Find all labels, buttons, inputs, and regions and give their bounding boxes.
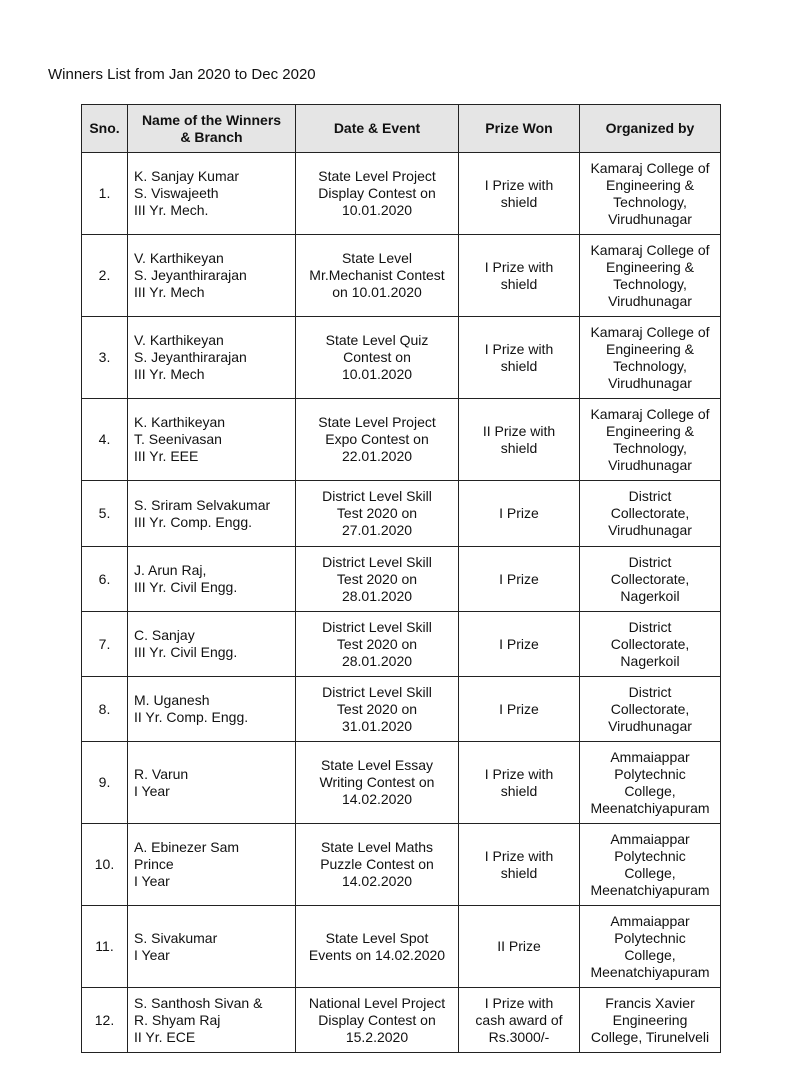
cell-winner-names-line: III Yr. Mech xyxy=(134,366,205,382)
cell-winner-names-line: III Yr. Mech. xyxy=(134,202,209,218)
cell-organizer-line: College, xyxy=(624,946,676,963)
cell-date-event-line: State Level xyxy=(341,250,413,266)
cell-winner-names-line: III Yr. Comp. Engg. xyxy=(134,513,253,530)
cell-sno: 7. xyxy=(82,612,128,677)
cell-organizer xyxy=(580,547,721,612)
cell-winner-names xyxy=(128,906,296,988)
cell-organizer xyxy=(580,906,721,988)
table-row xyxy=(82,547,721,612)
cell-organizer-line: Technology, xyxy=(613,275,687,292)
cell-date-event-line: District Level Skill xyxy=(322,488,432,504)
cell-date-event xyxy=(296,235,459,317)
cell-organizer-line: Kamaraj College of xyxy=(590,241,710,258)
cell-date-event-line: 10.01.2020 xyxy=(341,202,413,218)
cell-prize-line: I Prize xyxy=(499,635,539,652)
cell-sno: 1. xyxy=(82,153,128,235)
cell-sno: 8. xyxy=(82,677,128,742)
cell-prize xyxy=(459,481,580,547)
cell-organizer-line: Polytechnic xyxy=(614,929,686,946)
cell-winner-names xyxy=(128,153,296,235)
cell-date-event-line: District Level Skill xyxy=(322,553,432,570)
cell-prize xyxy=(459,742,580,824)
cell-prize xyxy=(459,317,580,399)
cell-sno: 5. xyxy=(82,481,128,547)
cell-date-event-line: Test 2020 on xyxy=(336,700,418,717)
cell-date-event xyxy=(296,677,459,742)
cell-sno: 11. xyxy=(82,906,128,988)
cell-sno: 12. xyxy=(82,988,128,1053)
cell-prize-line: I Prize with xyxy=(484,765,554,782)
cell-date-event-line: District Level Skill xyxy=(322,683,432,700)
table-row xyxy=(82,824,721,906)
cell-prize-line: shield xyxy=(500,782,538,799)
cell-winner-names-line: C. Sanjay xyxy=(134,627,195,643)
cell-organizer-line: Technology, xyxy=(613,357,687,374)
cell-sno: 6. xyxy=(82,547,128,612)
cell-organizer-line: Meenatchiyapuram xyxy=(590,799,710,816)
cell-winner-names xyxy=(128,317,296,399)
cell-organizer-line: Virudhunagar xyxy=(608,717,692,734)
cell-organizer-line: Nagerkoil xyxy=(620,652,680,669)
cell-winner-names xyxy=(128,677,296,742)
cell-prize xyxy=(459,153,580,235)
cell-date-event xyxy=(296,742,459,824)
cell-winner-names-line: S. Sivakumar xyxy=(134,929,218,946)
table-row xyxy=(82,153,721,235)
cell-date-event-line: Expo Contest on xyxy=(325,431,429,447)
cell-winner-names xyxy=(128,988,296,1053)
cell-prize xyxy=(459,399,580,481)
cell-sno: 2. xyxy=(82,235,128,317)
cell-date-event xyxy=(296,481,459,547)
cell-date-event xyxy=(296,153,459,235)
cell-winner-names-line: III Yr. EEE xyxy=(134,448,199,464)
cell-organizer-line: Kamaraj College of xyxy=(590,159,710,176)
cell-organizer-line: Virudhunagar xyxy=(608,456,692,473)
cell-organizer xyxy=(580,153,721,235)
table-row xyxy=(82,235,721,317)
cell-prize xyxy=(459,612,580,677)
table-row xyxy=(82,399,721,481)
cell-date-event-line: 28.01.2020 xyxy=(341,652,413,669)
cell-organizer-line: Technology, xyxy=(613,193,687,210)
cell-winner-names-line: I Year xyxy=(134,782,170,799)
cell-prize-line: I Prize xyxy=(499,505,539,521)
cell-date-event xyxy=(296,612,459,677)
table-row xyxy=(82,677,721,742)
cell-prize-line: I Prize with xyxy=(484,258,554,275)
cell-organizer-line: Virudhunagar xyxy=(608,374,692,391)
cell-winner-names-line: S. Sriram Selvakumar xyxy=(134,496,271,513)
cell-date-event-line: Test 2020 on xyxy=(336,635,418,652)
table-row xyxy=(82,988,721,1053)
cell-date-event-line: 10.01.2020 xyxy=(341,366,413,382)
cell-winner-names-line: III Yr. Civil Engg. xyxy=(134,644,238,660)
cell-winner-names-line: R. Shyam Raj xyxy=(134,1011,221,1028)
cell-winner-names-line: K. Sanjay Kumar xyxy=(134,168,240,184)
cell-prize-line: I Prize with xyxy=(484,847,554,864)
cell-winner-names xyxy=(128,824,296,906)
cell-prize-line: shield xyxy=(500,275,538,292)
cell-date-event xyxy=(296,824,459,906)
cell-date-event-line: on 10.01.2020 xyxy=(332,284,422,300)
cell-organizer-line: Engineering & xyxy=(606,176,694,193)
cell-organizer xyxy=(580,824,721,906)
cell-prize-line: I Prize with xyxy=(484,994,554,1011)
cell-organizer-line: Polytechnic xyxy=(614,847,686,864)
cell-date-event xyxy=(296,399,459,481)
cell-date-event-line: 15.2.2020 xyxy=(345,1028,409,1045)
cell-organizer-line: District xyxy=(628,618,672,635)
cell-organizer-line: Kamaraj College of xyxy=(590,323,710,340)
header-prize: Prize Won xyxy=(459,105,580,153)
cell-date-event-line: National Level Project xyxy=(308,994,446,1011)
cell-prize xyxy=(459,235,580,317)
cell-winner-names-line: R. Varun xyxy=(134,765,189,782)
cell-winner-names-line: S. Viswajeeth xyxy=(134,185,219,201)
cell-date-event-line: State Level Project xyxy=(318,414,436,430)
cell-date-event-line: Events on 14.02.2020 xyxy=(308,946,446,963)
cell-date-event-line: State Level Maths xyxy=(320,839,434,855)
cell-organizer-line: Collectorate, xyxy=(610,635,690,652)
cell-organizer-line: District xyxy=(628,488,672,504)
cell-organizer xyxy=(580,988,721,1053)
cell-prize-line: I Prize with xyxy=(484,176,554,193)
cell-winner-names xyxy=(128,399,296,481)
cell-winner-names xyxy=(128,742,296,824)
cell-prize-line: shield xyxy=(500,357,538,374)
cell-date-event-line: 22.01.2020 xyxy=(341,448,413,464)
cell-date-event-line: Writing Contest on xyxy=(319,774,435,790)
cell-organizer-line: Collectorate, xyxy=(610,505,690,521)
cell-prize-line: cash award of xyxy=(475,1011,563,1028)
cell-date-event xyxy=(296,317,459,399)
cell-date-event-line: Test 2020 on xyxy=(336,505,418,521)
cell-prize xyxy=(459,824,580,906)
cell-sno: 10. xyxy=(82,824,128,906)
cell-date-event-line: District Level Skill xyxy=(322,618,432,635)
cell-winner-names-line: A. Ebinezer Sam xyxy=(134,839,240,855)
cell-date-event-line: Puzzle Contest on xyxy=(320,856,434,872)
cell-organizer xyxy=(580,612,721,677)
cell-organizer-line: Virudhunagar xyxy=(608,210,692,227)
cell-date-event-line: 14.02.2020 xyxy=(341,791,413,807)
cell-winner-names xyxy=(128,547,296,612)
table-row xyxy=(82,317,721,399)
cell-winner-names xyxy=(128,612,296,677)
cell-winner-names-line: III Yr. Civil Engg. xyxy=(134,579,238,595)
table-row xyxy=(82,612,721,677)
cell-winner-names xyxy=(128,235,296,317)
cell-prize-line: Rs.3000/- xyxy=(488,1028,550,1045)
cell-organizer xyxy=(580,677,721,742)
cell-prize-line: shield xyxy=(500,439,538,456)
cell-date-event xyxy=(296,988,459,1053)
cell-winner-names-line: V. Karthikeyan xyxy=(134,250,224,266)
cell-organizer-line: Virudhunagar xyxy=(608,522,692,538)
cell-winner-names-line: J. Arun Raj, xyxy=(134,562,207,578)
cell-prize-line: I Prize with xyxy=(484,340,554,357)
cell-organizer-line: Virudhunagar xyxy=(608,292,692,309)
cell-organizer-line: Nagerkoil xyxy=(620,587,680,604)
cell-organizer-line: District xyxy=(628,553,672,570)
cell-winner-names xyxy=(128,481,296,547)
table-body xyxy=(82,153,721,1053)
cell-date-event-line: State Level Spot xyxy=(325,929,429,946)
cell-organizer-line: Engineering xyxy=(612,1011,688,1028)
cell-winner-names-line: S. Santhosh Sivan & xyxy=(134,994,263,1011)
table-header-row xyxy=(82,105,721,153)
cell-date-event-line: Test 2020 on xyxy=(336,570,418,587)
cell-winner-names-line: Prince xyxy=(134,856,174,872)
cell-organizer-line: Ammaiappar xyxy=(610,830,690,847)
cell-date-event xyxy=(296,906,459,988)
cell-sno: 9. xyxy=(82,742,128,824)
cell-date-event-line: State Level Essay xyxy=(320,757,434,773)
cell-winner-names-line: II Yr. Comp. Engg. xyxy=(134,709,249,725)
header-organizer: Organized by xyxy=(580,105,721,153)
cell-winner-names-line: K. Karthikeyan xyxy=(134,414,226,430)
cell-organizer-line: College, Tirunelveli xyxy=(590,1028,710,1045)
cell-date-event-line: Display Contest on xyxy=(318,1011,436,1028)
cell-prize xyxy=(459,906,580,988)
cell-organizer-line: Engineering & xyxy=(606,340,694,357)
table-row xyxy=(82,481,721,547)
cell-organizer-line: Kamaraj College of xyxy=(590,405,710,422)
cell-organizer-line: Technology, xyxy=(613,439,687,456)
cell-winner-names-line: V. Karthikeyan xyxy=(134,332,224,348)
cell-prize-line: shield xyxy=(500,193,538,210)
cell-winner-names-line: I Year xyxy=(134,946,170,963)
cell-organizer-line: Ammaiappar xyxy=(610,912,690,929)
cell-organizer-line: Francis Xavier xyxy=(605,994,695,1011)
header-name-line2: & Branch xyxy=(180,128,243,145)
cell-date-event-line: 28.01.2020 xyxy=(341,587,413,604)
cell-organizer xyxy=(580,235,721,317)
cell-date-event-line: 31.01.2020 xyxy=(341,717,413,734)
cell-organizer-line: Meenatchiyapuram xyxy=(590,963,710,980)
cell-organizer-line: College, xyxy=(624,864,676,881)
cell-organizer-line: Engineering & xyxy=(606,258,694,275)
cell-winner-names-line: T. Seenivasan xyxy=(134,431,222,447)
cell-sno: 4. xyxy=(82,399,128,481)
cell-winner-names-line: M. Uganesh xyxy=(134,692,210,708)
cell-date-event-line: Mr.Mechanist Contest xyxy=(309,267,445,283)
cell-organizer xyxy=(580,481,721,547)
cell-organizer xyxy=(580,742,721,824)
header-sno: Sno. xyxy=(82,105,128,153)
cell-winner-names-line: I Year xyxy=(134,873,170,889)
cell-date-event-line: State Level Quiz xyxy=(325,332,429,348)
cell-organizer-line: College, xyxy=(624,782,676,799)
cell-organizer xyxy=(580,317,721,399)
cell-organizer-line: Polytechnic xyxy=(614,765,686,782)
cell-prize-line: II Prize xyxy=(497,938,541,954)
cell-organizer-line: Engineering & xyxy=(606,422,694,439)
cell-organizer-line: Meenatchiyapuram xyxy=(590,881,710,898)
cell-prize xyxy=(459,988,580,1053)
cell-organizer-line: Ammaiappar xyxy=(610,748,690,765)
cell-organizer xyxy=(580,399,721,481)
cell-prize-line: shield xyxy=(500,864,538,881)
table-row xyxy=(82,906,721,988)
cell-prize-line: I Prize xyxy=(499,570,539,587)
cell-prize-line: II Prize with xyxy=(482,422,556,439)
cell-organizer-line: Collectorate, xyxy=(610,570,690,587)
winners-table xyxy=(81,104,721,1053)
cell-date-event-line: Display Contest on xyxy=(318,185,436,201)
cell-winner-names-line: II Yr. ECE xyxy=(134,1028,196,1045)
cell-prize-line: I Prize xyxy=(499,700,539,717)
document-title: Winners List from Jan 2020 to Dec 2020 xyxy=(48,66,316,83)
cell-organizer-line: Collectorate, xyxy=(610,700,690,717)
cell-winner-names-line: III Yr. Mech xyxy=(134,284,205,300)
cell-date-event-line: Contest on xyxy=(343,349,411,365)
cell-prize xyxy=(459,547,580,612)
header-name-line1: Name of the Winners xyxy=(141,111,282,128)
cell-sno: 3. xyxy=(82,317,128,399)
cell-date-event-line: State Level Project xyxy=(318,168,436,184)
cell-winner-names-line: S. Jeyanthirarajan xyxy=(134,349,247,365)
header-event: Date & Event xyxy=(296,105,459,153)
cell-date-event-line: 27.01.2020 xyxy=(341,522,413,538)
table-row xyxy=(82,742,721,824)
cell-date-event-line: 14.02.2020 xyxy=(341,873,413,889)
cell-date-event xyxy=(296,547,459,612)
cell-prize xyxy=(459,677,580,742)
cell-organizer-line: District xyxy=(628,683,672,700)
header-name xyxy=(128,105,296,153)
cell-winner-names-line: S. Jeyanthirarajan xyxy=(134,267,247,283)
